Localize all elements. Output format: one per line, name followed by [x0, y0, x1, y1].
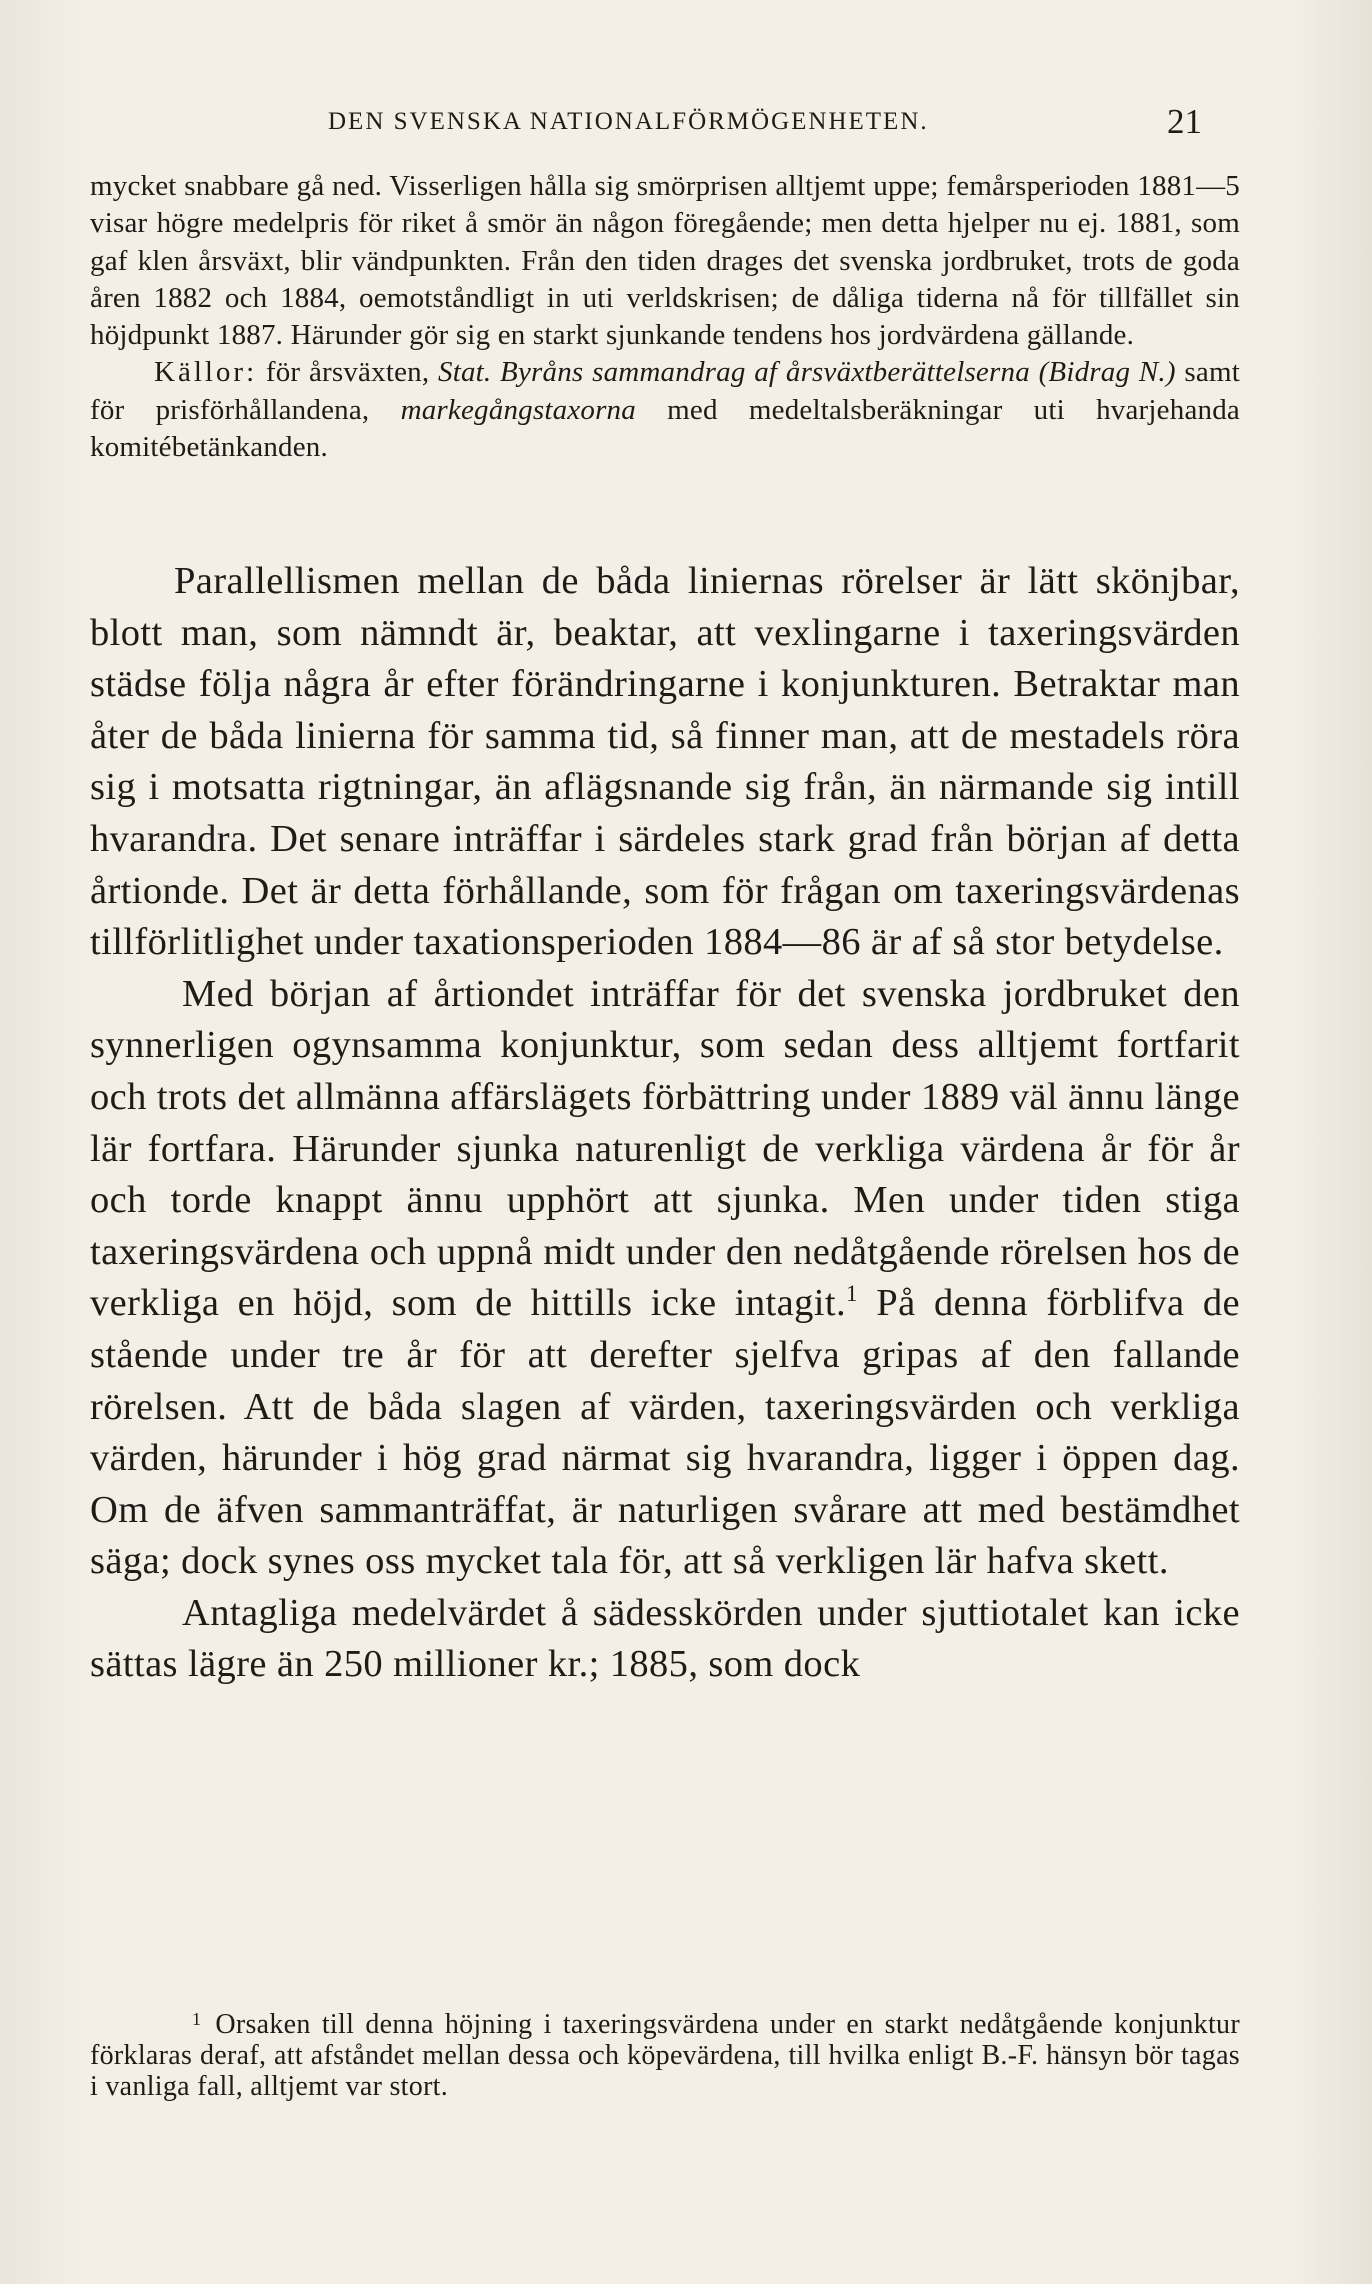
sources-label: Källor:: [154, 356, 258, 389]
footnote-text: Orsaken till denna höjning i taxeringsvärdena under en starkt nedåtgående konjunktur förklaras deraf, att afståndet mellan dessa och köpevärdena, till hvilka enligt B.-F. hänsyn bör tagas i vanliga fall, alltjemt var stort.: [90, 2009, 1240, 2102]
sources-title: markegångstaxorna: [400, 393, 636, 426]
footnote: [90, 2004, 1240, 2102]
body-paragraph: Parallellismen mellan de båda liniernas rörelser är lätt skönjbar, blott man, som nämndt är, beaktar, att vexlingarne i taxeringsvärden städse följa några år efter förändringarne i konjunkturen. Betraktar man åter de båda linierna för samma tid, så finner man, att de mestadels röra sig i motsatta rigtningar, än aflägsnande sig från, än närmande sig intill hvarandra. Det senare inträffar i särdeles stark grad från början af detta årtionde. Det är detta förhållande, som för frågan om taxeringsvärdenas tillförlitlighet under taxationsperioden 1884—86 är af så stor betydelse.: [90, 560, 1240, 964]
body-text: Med början af årtiondet inträffar för det svenska jordbruket den synnerligen ogynsamma konjunktur, som sedan dess alltjemt fortfarit och trots det allmänna affärslägets förbättring under 1889 väl ännu länge lär fortfara. Härunder sjunka naturenligt de verkliga värdena år för år och torde knappt ännu upphört att sjunka. Men under tiden stiga taxeringsvärdena och uppnå midt under den nedåtgående rörelsen hos de verkliga en höjd, som de hittills icke intagit.: [90, 972, 1240, 1325]
note-paragraph: mycket snabbare gå ned. Visserligen hålla sig smörprisen alltjemt uppe; femårsperioden 1881—5 visar högre medelpris för riket å smör än någon föregående; men detta hjelper nu ej. 1881, som gaf klen årsväxt, blir vändpunkten. Från den tiden drages det svenska jordbruket, trots de goda åren 1882 och 1884, oemotståndligt in uti verldskrisen; de dåliga tiderna nå för tillfället sin höjdpunkt 1887. Härunder gör sig en starkt sjunkande tendens hos jordvärdena gällande.: [90, 170, 1240, 352]
sources-text: samt för prisförhållandena,: [90, 356, 1240, 426]
body-paragraph: [90, 969, 1240, 1588]
footnote-mark: 1: [192, 2009, 202, 2029]
sources-title: Stat. Byråns sammandrag af årsväxtberättelserna (Bidrag N.): [438, 356, 1176, 389]
sources-paragraph: [90, 354, 1240, 466]
sources-text: med medeltalsberäkningar uti hvarjehanda komitébetänkanden.: [90, 393, 1240, 464]
page-header: [90, 102, 1202, 148]
running-title: DEN SVENSKA NATIONALFÖRMÖGENHETEN.: [328, 108, 929, 135]
footnote-reference[interactable]: 1: [846, 1280, 858, 1307]
footnote-paragraph: [90, 2004, 1240, 2102]
sources-text: för årsväxten,: [257, 356, 438, 389]
small-print-note: [90, 168, 1240, 466]
body-text: På denna förblifva de stående under tre år för att derefter sjelfva gripas af den fallande rörelsen. Att de båda slagen af värden, taxeringsvärden och verkliga värden, härunder i hög grad närmat sig hvarandra, ligger i öppen dag. Om de äfven sammanträffat, är naturligen svårare att med bestämdhet säga; dock synes oss mycket tala för, att så verkligen lär hafva skett.: [90, 1282, 1240, 1583]
main-text: [90, 556, 1240, 1691]
body-paragraph: Antagliga medelvärdet å sädesskörden under sjuttiotalet kan icke sättas lägre än 250 millioner kr.; 1885, som dock: [90, 1591, 1240, 1686]
page-number: 21: [1167, 102, 1202, 141]
